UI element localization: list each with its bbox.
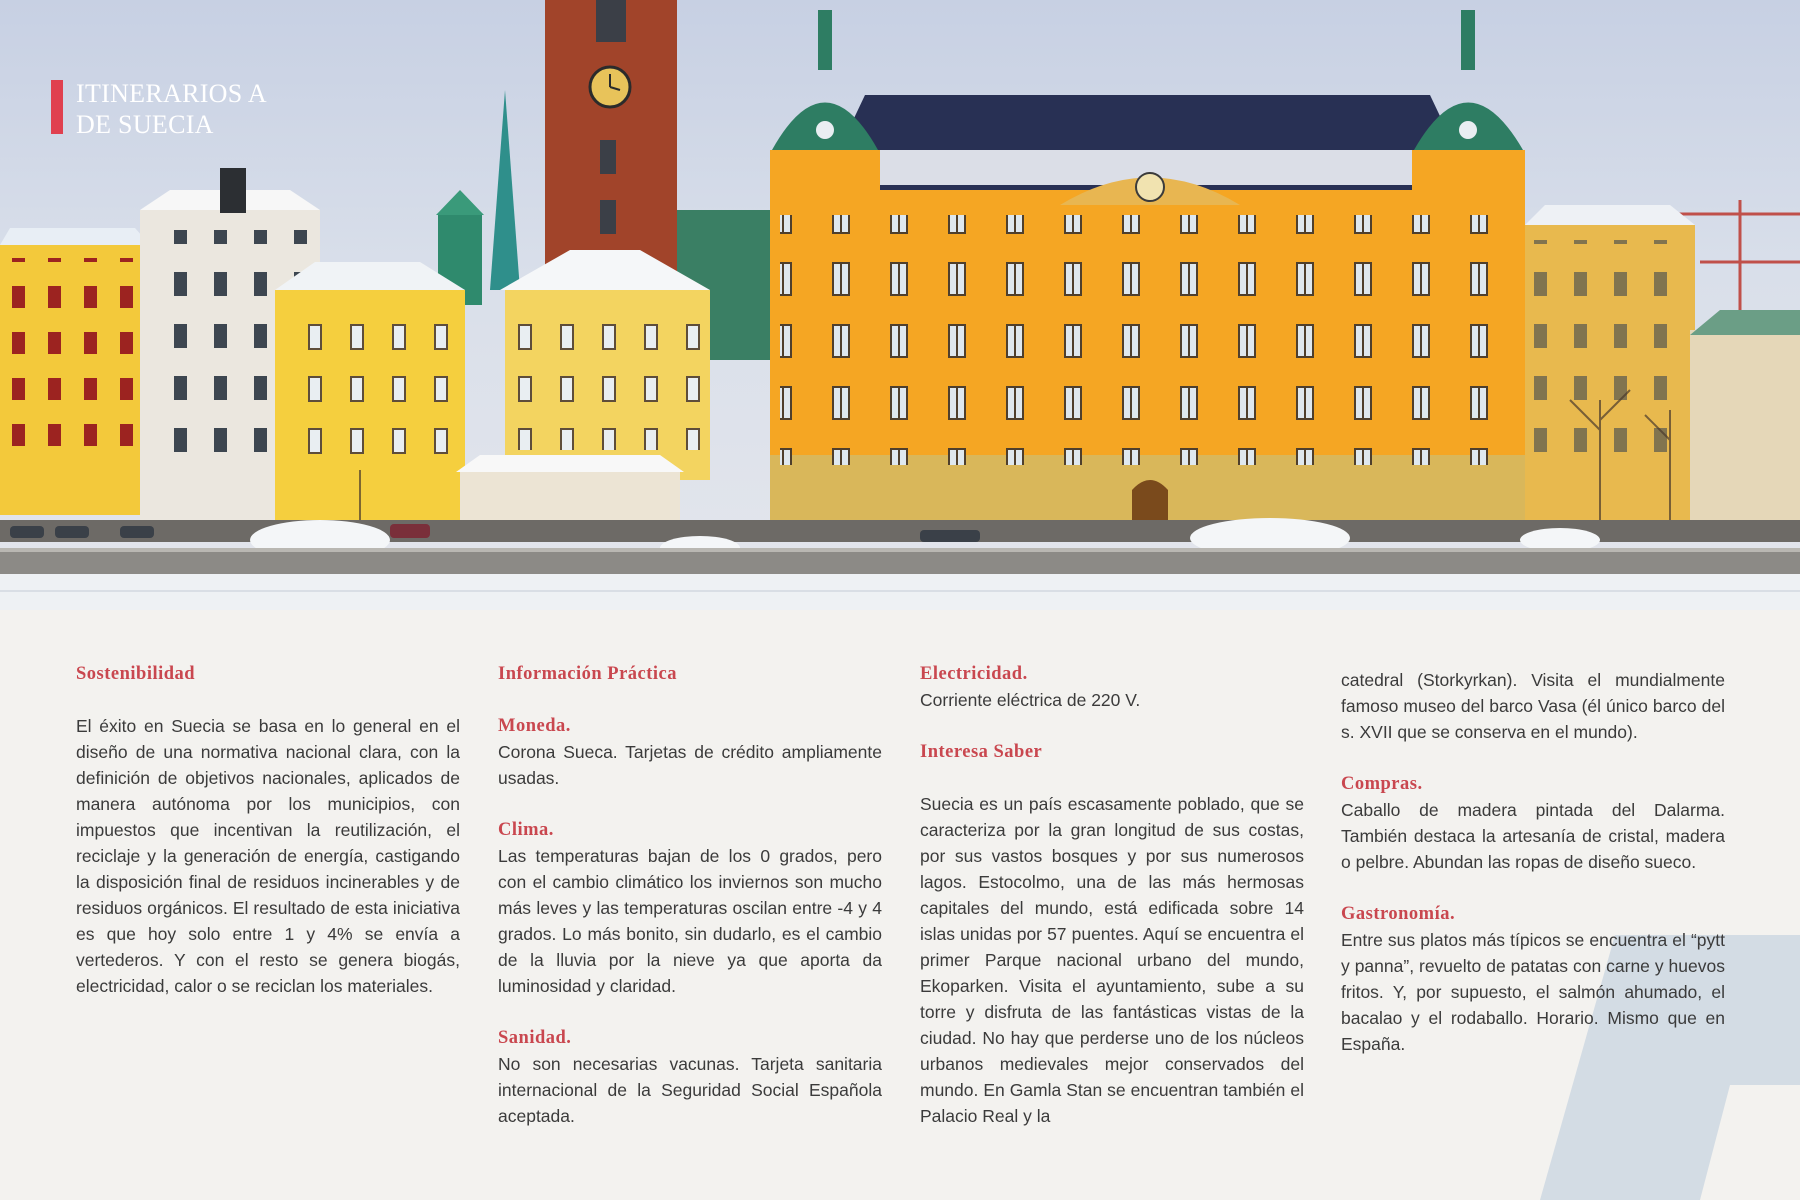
brand-accent-bar	[51, 80, 63, 134]
paragraph-continuation: catedral (Storkyrkan). Visita el mundialmente famoso museo del barco Vasa (él único barco del s. XVII que se conserva en el mundo).	[1341, 670, 1725, 742]
paragraph-electricidad: Corriente eléctrica de 220 V.	[920, 690, 1141, 710]
paragraph-compras: Caballo de madera pintada del Dalarma. También destaca la artesanía de cristal, madera o pelbre. Abundan las ropas de diseño sueco.	[1341, 800, 1725, 872]
paragraph-gastronomia: Entre sus platos más típicos se encuentra el “pytt y panna”, revuelto de patatas con carne y huevos fritos. Y, por supuesto, el salmón ahumado, el bacalao y el rodaballo. Horario. Mismo que en España.	[1341, 930, 1725, 1054]
heading-gastronomia: Gastronomía.	[1341, 904, 1456, 924]
paragraph-moneda: Corona Sueca. Tarjetas de crédito ampliamente usadas.	[498, 742, 882, 788]
brand-title	[51, 78, 267, 140]
column-sostenibilidad	[76, 661, 460, 999]
paragraph-sostenibilidad: El éxito en Suecia se basa en lo general en el diseño de una normativa nacional clara, con la definición de objetivos nacionales, aplicados de manera autónoma por los municipios, con impuestos que incentivan la reutilización, el reciclaje y la generación de energía, castigando la disposición final de residuos incinerables y de residuos orgánicos. El resultado de esta iniciativa es que hoy solo entre 1 y 4% se envía a vertederos. Y con el resto se genera biogás, electricidad, calor o se reciclan los materiales.	[76, 716, 460, 996]
column-interesa-saber	[920, 661, 1304, 1129]
heading-moneda: Moneda.	[498, 716, 571, 736]
heading-sanidad: Sanidad.	[498, 1028, 572, 1048]
heading-interesa-saber: Interesa Saber	[920, 742, 1043, 762]
heading-informacion-practica: Información Práctica	[498, 664, 678, 684]
brand-line-1: ITINERARIOS A	[76, 79, 267, 108]
heading-clima: Clima.	[498, 820, 554, 840]
column-compras-gastronomia	[1341, 667, 1725, 1057]
heading-sostenibilidad: Sostenibilidad	[76, 664, 196, 684]
paragraph-interesa-saber: Suecia es un país escasamente poblado, que se caracteriza por la gran longitud de sus costas, por sus vastos bosques y por sus numerosos lagos. Estocolmo, una de las más hermosas capitales del mundo, está edificada sobre 14 islas unidas por 57 puentes. Aquí se encuentra el primer Parque nacional urbano del mundo, Ekoparken. Visita el ayuntamiento, sube a su torre y disfruta de las fantásticas vistas de la ciudad. No hay que perderse uno de los núcleos urbanos medievales mejor conservados del mundo. En Gamla Stan se encuentran también el Palacio Real y la	[920, 794, 1304, 1126]
brand-line-2: DE SUECIA	[76, 110, 214, 139]
column-informacion-practica	[498, 661, 882, 1129]
heading-compras: Compras.	[1341, 774, 1423, 794]
paragraph-sanidad: No son necesarias vacunas. Tarjeta sanitaria internacional de la Seguridad Social Española aceptada.	[498, 1054, 882, 1126]
heading-electricidad: Electricidad.	[920, 664, 1028, 684]
brand-text	[76, 78, 267, 140]
paragraph-clima: Las temperaturas bajan de los 0 grados, pero con el cambio climático los inviernos son mucho más leves y las temperaturas oscilan entre -4 y 4 grados. Lo más bonito, sin dudarlo, es el cambio de la lluvia por la nieve ya que aporta da luminosidad y claridad.	[498, 846, 882, 996]
